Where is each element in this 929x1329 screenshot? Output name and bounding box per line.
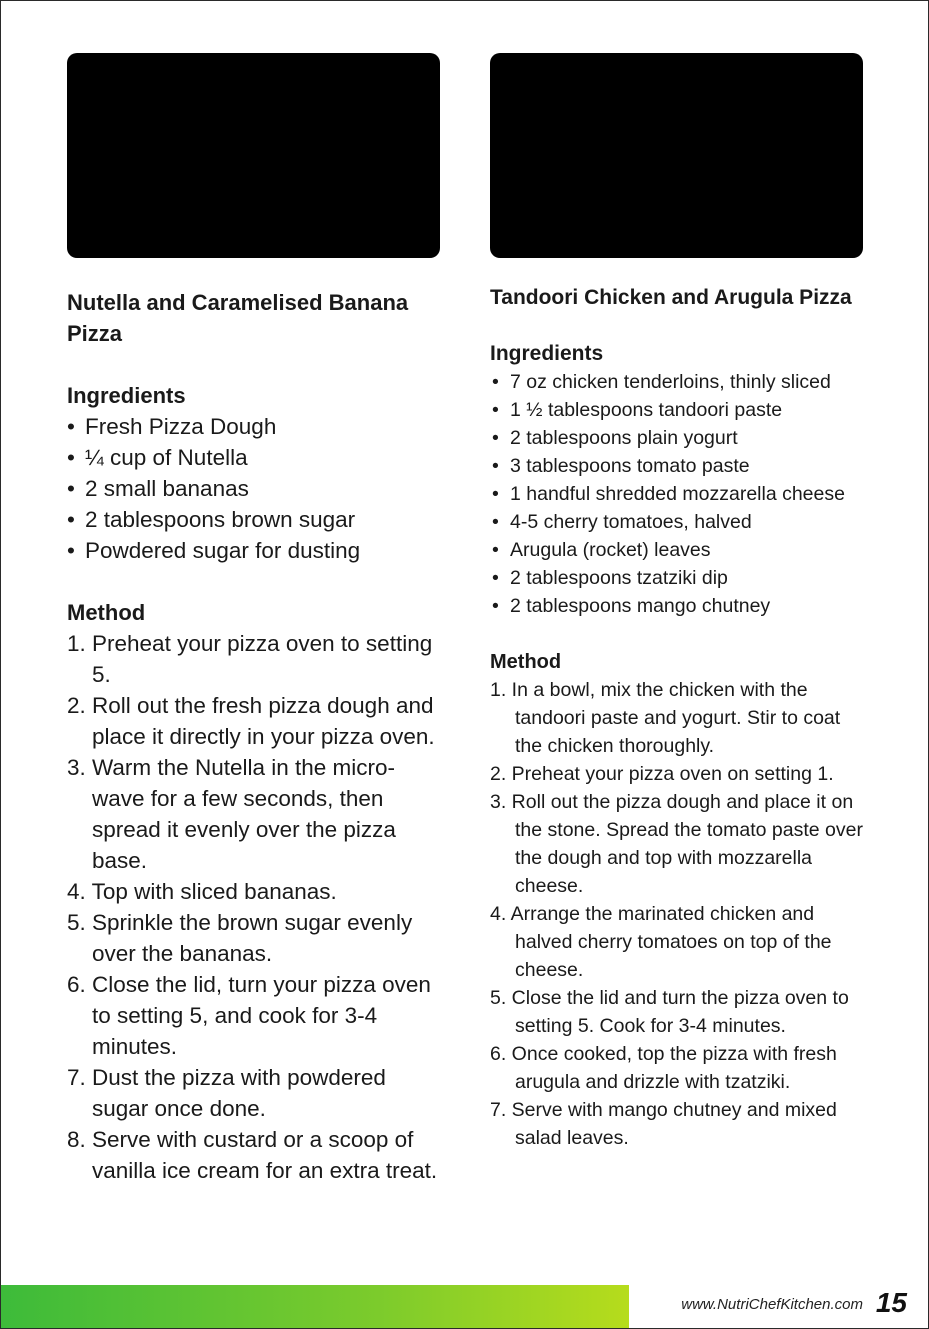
left-recipe-title: Nutella and Caramelised Banana Pizza [67,290,409,346]
left-method-list [67,628,447,1186]
method-step: 3. Warm the Nutella in the micro-wave for a few seconds, then spread it evenly over the pizza base. [67,755,396,873]
footer-website-link[interactable]: www.NutriChefKitchen.com [681,1296,863,1313]
ingredient-item: • Arugula (rocket) leaves [490,536,870,564]
method-step: 1. In a bowl, mix the chicken with the tandoori paste and yogurt. Stir to coat the chicken thoroughly. [490,679,841,757]
method-step: 8. Serve with custard or a scoop of vanilla ice cream for an extra treat. [67,1127,438,1183]
method-step: 1. Preheat your pizza oven to setting 5. [67,631,433,687]
right-recipe-column [490,284,870,1152]
bullet-icon: • [492,427,499,449]
ingredient-item: • 2 tablespoons plain yogurt [490,424,870,452]
method-step: 4. Top with sliced bananas. [67,879,337,904]
left-method-heading: Method [67,600,146,625]
ingredient-item: • ¼ cup of Nutella [67,442,447,473]
ingredient-item: • 2 small bananas [67,473,447,504]
bullet-icon: • [67,414,75,439]
footer-gradient-bar [1,1285,629,1328]
ingredient-item: • 4-5 cherry tomatoes, halved [490,508,870,536]
bullet-icon: • [492,511,499,533]
method-step: 6. Once cooked, top the pizza with fresh arugula and drizzle with tzatziki. [490,1043,837,1093]
method-step: 2. Preheat your pizza oven on setting 1. [490,763,834,785]
method-step: 2. Roll out the fresh pizza dough and place it directly in your pizza oven. [67,693,435,749]
ingredient-item: • 7 oz chicken tenderloins, thinly sliced [490,368,870,396]
bullet-icon: • [492,595,499,617]
method-step: 5. Close the lid and turn the pizza oven to setting 5. Cook for 3-4 minutes. [490,987,849,1037]
right-method-heading: Method [490,651,562,673]
page-number: 15 [875,1287,907,1318]
bullet-icon: • [492,399,499,421]
right-method-list [490,676,870,1152]
right-recipe-title: Tandoori Chicken and Arugula Pizza [490,286,852,309]
method-step: 5. Sprinkle the brown sugar evenly over the bananas. [67,910,413,966]
method-step: 7. Serve with mango chutney and mixed salad leaves. [490,1099,837,1149]
ingredient-item: • Powdered sugar for dusting [67,535,447,566]
ingredient-item: • 2 tablespoons tzatziki dip [490,564,870,592]
left-recipe-column [67,287,447,1186]
bullet-icon: • [492,567,499,589]
bullet-icon: • [67,445,75,470]
bullet-icon: • [492,483,499,505]
ingredient-item: • 2 tablespoons brown sugar [67,504,447,535]
left-ingredients-heading: Ingredients [67,383,186,408]
left-ingredients-list [67,411,447,566]
ingredient-item: • 1 ½ tablespoons tandoori paste [490,396,870,424]
recipe-photo-left [67,53,440,258]
bullet-icon: • [67,476,75,501]
bullet-icon: • [492,539,499,561]
ingredient-item: • 2 tablespoons mango chutney [490,592,870,620]
bullet-icon: • [67,507,75,532]
bullet-icon: • [492,371,499,393]
bullet-icon: • [67,538,75,563]
method-step: 3. Roll out the pizza dough and place it on the stone. Spread the tomato paste over the dough and top with mozzarella cheese. [490,791,863,897]
ingredient-item: • 1 handful shredded mozzarella cheese [490,480,870,508]
ingredient-item: • 3 tablespoons tomato paste [490,452,870,480]
method-step: 4. Arrange the marinated chicken and halved cherry tomatoes on top of the cheese. [490,903,832,981]
recipe-photo-right [490,53,863,258]
method-step: 7. Dust the pizza with powdered sugar once done. [67,1065,386,1121]
bullet-icon: • [492,455,499,477]
right-ingredients-list [490,368,870,620]
ingredient-item: • Fresh Pizza Dough [67,411,447,442]
method-step: 6. Close the lid, turn your pizza oven to setting 5, and cook for 3-4 minutes. [67,972,431,1059]
right-ingredients-heading: Ingredients [490,342,604,365]
